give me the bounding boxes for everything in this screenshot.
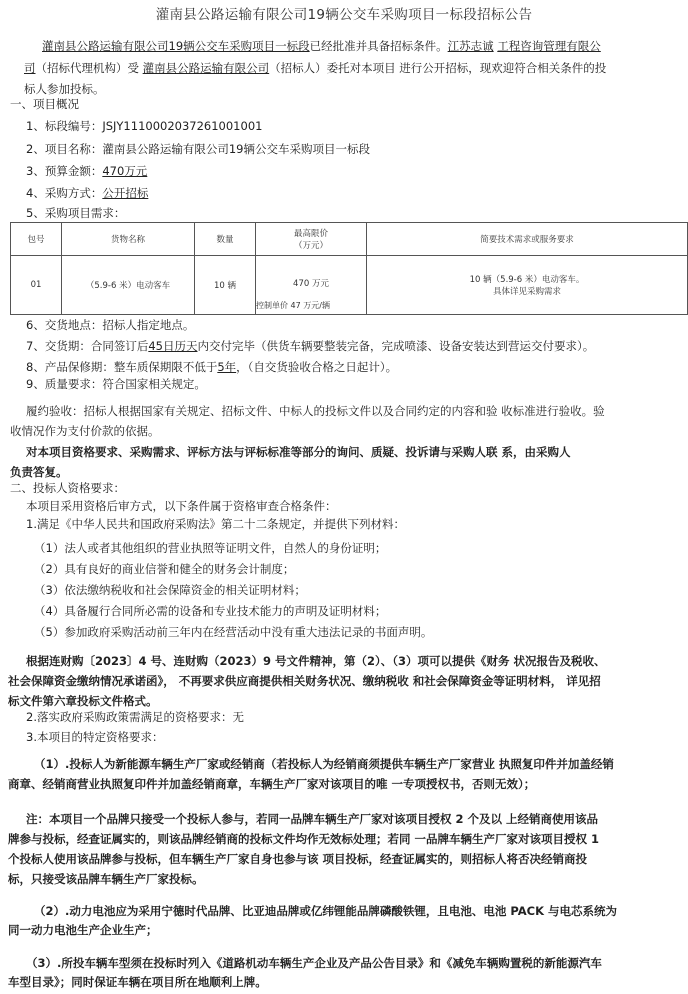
financial-notice-line-1: 根据连财购〔2023〕4 号、连财购（2023）9 号文件精神，第（2）、（3）项可以提供《财务 状况报告及税收、 [26, 654, 606, 668]
note-line-3: 个投标人使用该品牌参与投标，但车辆生产厂家自身也参与该 项目投标，经查证属实的，则招标人将否决经销商投 [8, 852, 587, 866]
note-line-2: 牌参与投标，经查证属实的，则该品牌经销商的投标文件均作无效标处理；若同 一品牌车辆生产厂家对该项目授权 1 [8, 832, 600, 846]
intro-line-2: 司（招标代理机构）受 灌南县公路运输有限公司（招标人）委托对本项目 进行公开招标，现欢迎符合相关条件的投 [24, 61, 607, 75]
qualification-intro: 本项目采用资格后审方式，以下条件属于资格审查合格条件： [26, 499, 337, 513]
specific-req-3-line-1: （3）.所投车辆车型须在投标时列入《道路机动车辆生产企业及产品公告目录》和《减免车辆购置税的新能源汽车 [26, 956, 602, 970]
specific-requirement-heading: 3.本项目的特定资格要求： [26, 730, 164, 744]
acceptance-line-2: 收情况作为支付价款的依据。 [10, 424, 160, 438]
specific-req-3-line-2: 车型目录》；同时保证车辆在项目所在地顺利上牌。 [8, 975, 267, 989]
specific-req-1-line-2: 商章、经销商营业执照复印件并加盖经销商章，车辆生产厂家对该项目的唯 一专项授权书，否则无效）； [8, 777, 536, 791]
material-item: （1）法人或者其他组织的营业执照等证明文件，自然人的身份证明； [34, 541, 387, 555]
section1-heading: 一、项目概况 [10, 97, 79, 111]
bid-number: 1、标段编号：JSJY1110002037261001001 [26, 119, 263, 133]
cell-price: 470 万元 控制单价 47 万元/辆 [256, 256, 367, 315]
material-item: （5）参加政府采购活动前三年内在经营活动中没有重大违法记录的书面声明。 [34, 625, 433, 639]
inquiry-notice-line-2: 负责答复。 [10, 465, 68, 479]
material-item: （4）具备履行合同所必需的设备和专业技术能力的声明及证明材料； [34, 604, 387, 618]
delivery-period: 7、交货期：合同签订后45日历天内交付完毕（供货车辆要整装完备，完成喷漆、设备安装达到营运交付要求）。 [26, 339, 595, 353]
financial-notice-line-2: 社会保障资金缴纳情况承诺函》， 不再要求供应商提供相关财务状况、缴纳税收 和社会保障资金等证明材料， 详见招 [8, 674, 601, 688]
requirements-table [10, 222, 688, 315]
table-header-row [11, 223, 688, 256]
section2-heading: 二、投标人资格要求： [10, 481, 125, 495]
delivery-place: 6、交货地点：招标人指定地点。 [26, 318, 195, 332]
note-line-1: 注：本项目一个品牌只接受一个投标人参与，若同一品牌车辆生产厂家对该项目授权 2 个及以 上经销商使用该品 [26, 812, 599, 826]
table-row [11, 256, 688, 315]
cell-package: 01 [11, 256, 62, 315]
budget: 3、预算金额：470万元 [26, 164, 148, 178]
specific-req-1-line-1: （1）.投标人为新能源车辆生产厂家或经销商（若投标人为经销商须提供车辆生产厂家营业 执照复印件并加盖经销 [34, 757, 614, 771]
warranty-period: 8、产品保修期：整车质保期限不低于5年，（自交货验收合格之日起计）。 [26, 360, 398, 374]
intro-line-1: 灌南县公路运输有限公司19辆公交车采购项目一标段已经批准并具备招标条件。江苏志诚 工程咨询管理有限公 [42, 39, 601, 53]
material-item: （2）具有良好的商业信誉和健全的财务会计制度； [34, 562, 295, 576]
financial-notice-line-3: 标文件第六章投标文件格式。 [8, 694, 158, 708]
material-item: （3）依法缴纳税收和社会保障资金的相关证明材料； [34, 583, 306, 597]
project-name: 2、项目名称：灌南县公路运输有限公司19辆公交车采购项目一标段 [26, 142, 370, 156]
cell-tech-requirements: 10 辆（5.9-6 米）电动客车。 具体详见采购需求 [367, 256, 688, 315]
specific-req-2-line-2: 同一动力电池生产企业生产； [8, 923, 158, 937]
qualification-item-1: 1.满足《中华人民共和国政府采购法》第二十二条规定，并提供下列材料： [26, 517, 405, 531]
acceptance-line-1: 履约验收：招标人根据国家有关规定、招标文件、中标人的投标文件以及合同约定的内容和验 收标准进行验收。验 [26, 404, 605, 418]
policy-requirement: 2.落实政府采购政策需满足的资格要求：无 [26, 710, 244, 724]
header-package: 包号 [11, 223, 62, 256]
page-title: 灌南县公路运输有限公司19辆公交车采购项目一标段招标公告 [155, 7, 533, 23]
header-tech-requirements: 简要技术需求或服务要求 [367, 223, 688, 256]
header-quantity: 数量 [195, 223, 256, 256]
specific-req-2-line-1: （2）.动力电池应为采用宁德时代品牌、比亚迪品牌或亿纬锂能品牌磷酸铁锂，且电池、电池 PACK 与电芯系统为 [34, 904, 617, 918]
header-goods: 货物名称 [62, 223, 195, 256]
cell-quantity: 10 辆 [195, 256, 256, 315]
intro-line-3: 标人参加投标。 [24, 82, 105, 96]
note-line-4: 标，只接受该品牌车辆生产厂家投标。 [8, 872, 204, 886]
quality-requirement: 9、质量要求：符合国家相关规定。 [26, 377, 206, 391]
header-max-price: 最高限价 （万元） [256, 223, 367, 256]
inquiry-notice-line-1: 对本项目资格要求、采购需求、评标方法与评标标准等部分的询问、质疑、投诉请与采购人联 系，由采购人 [26, 445, 571, 459]
requirements-label: 5、采购项目需求： [26, 206, 126, 220]
purchase-method: 4、采购方式：公开招标 [26, 186, 149, 200]
cell-goods: （5.9-6 米）电动客车 [62, 256, 195, 315]
